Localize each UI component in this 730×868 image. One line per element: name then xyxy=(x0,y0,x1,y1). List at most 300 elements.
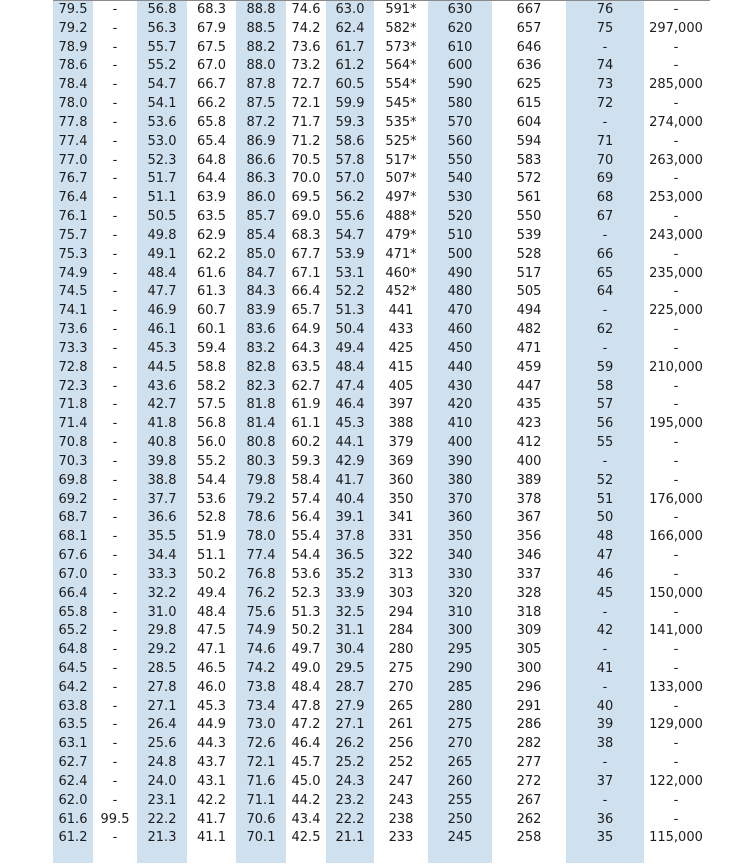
table-cell: - xyxy=(112,171,118,187)
table-cell: - xyxy=(112,322,118,338)
table-cell: 74.5 xyxy=(58,284,88,300)
table-cell: 47.8 xyxy=(291,698,321,714)
table-cell: 570 xyxy=(447,114,473,130)
table-cell: 56.8 xyxy=(147,2,177,17)
table-cell: 65.8 xyxy=(58,604,88,620)
table-cell: - xyxy=(112,585,118,601)
table-cell: 87.5 xyxy=(246,96,276,112)
table-cell: - xyxy=(112,755,118,771)
table-cell: 452* xyxy=(385,284,417,300)
table-cell: - xyxy=(602,642,608,658)
table-cell: - xyxy=(112,77,118,93)
table-cell: 415 xyxy=(388,359,414,375)
table-cell: 35 xyxy=(596,830,614,846)
table-cell: 29.8 xyxy=(147,623,177,639)
table-cell: 29.2 xyxy=(147,642,177,658)
table-cell: 64.9 xyxy=(291,322,321,338)
table-cell: 73.0 xyxy=(246,717,276,733)
table-cell: 47 xyxy=(596,548,614,564)
table-cell: 560 xyxy=(447,133,473,149)
table-cell: - xyxy=(602,303,608,319)
table-cell: 68.3 xyxy=(197,2,226,17)
table-cell: 67.0 xyxy=(197,58,226,74)
table-cell: 46.5 xyxy=(197,660,226,676)
table-row xyxy=(0,283,730,302)
table-cell: - xyxy=(112,359,118,375)
table-cell: - xyxy=(673,58,679,74)
table-cell: - xyxy=(112,736,118,752)
table-cell: 64 xyxy=(596,284,614,300)
table-cell: 285,000 xyxy=(649,77,703,93)
table-cell: 74.9 xyxy=(58,265,88,281)
table-cell: 318 xyxy=(516,604,542,620)
table-cell: 50 xyxy=(596,510,614,526)
table-cell: 564* xyxy=(385,58,417,74)
table-cell: 78.6 xyxy=(246,510,276,526)
table-cell: 58.8 xyxy=(197,359,226,375)
table-cell: 81.4 xyxy=(246,416,276,432)
table-cell: 74 xyxy=(596,58,614,74)
table-cell: 82.8 xyxy=(246,359,276,375)
table-cell: 505 xyxy=(516,284,542,300)
table-cell: 141,000 xyxy=(649,623,703,639)
table-cell: 291 xyxy=(516,698,542,714)
table-cell: 74.9 xyxy=(246,623,276,639)
table-cell: 482 xyxy=(516,322,542,338)
table-cell: 67.0 xyxy=(58,566,88,582)
table-cell: 21.1 xyxy=(335,830,365,846)
table-cell: 300 xyxy=(516,660,542,676)
table-cell: 510 xyxy=(447,227,473,243)
table-cell: 210,000 xyxy=(649,359,703,375)
table-row xyxy=(0,792,730,811)
table-cell: 309 xyxy=(516,623,542,639)
table-cell: 66.4 xyxy=(58,585,88,601)
table-cell: 630 xyxy=(447,2,473,17)
table-cell: 72.3 xyxy=(58,378,88,394)
table-cell: 28.7 xyxy=(335,679,365,695)
table-cell: 270 xyxy=(388,679,414,695)
table-cell: - xyxy=(112,660,118,676)
table-cell: 34.4 xyxy=(147,548,177,564)
table-cell: 52.3 xyxy=(291,585,321,601)
table-cell: 70.3 xyxy=(58,453,88,469)
table-cell: 86.6 xyxy=(246,152,276,168)
table-cell: 64.4 xyxy=(197,171,226,187)
table-cell: 51.7 xyxy=(147,171,177,187)
table-cell: - xyxy=(112,548,118,564)
table-cell: 36.6 xyxy=(147,510,177,526)
table-cell: 46.1 xyxy=(147,322,177,338)
table-cell: 328 xyxy=(516,585,542,601)
table-cell: 45.7 xyxy=(291,755,321,771)
table-cell: - xyxy=(112,96,118,112)
table-cell: 57 xyxy=(596,397,614,413)
table-cell: 64.2 xyxy=(58,679,88,695)
table-cell: - xyxy=(602,453,608,469)
table-row xyxy=(0,773,730,792)
table-cell: 64.5 xyxy=(58,660,88,676)
table-cell: 88.5 xyxy=(246,20,276,36)
table-row xyxy=(0,641,730,660)
table-cell: 620 xyxy=(447,20,473,36)
table-cell: 517* xyxy=(385,152,417,168)
table-cell: 195,000 xyxy=(649,416,703,432)
table-cell: 360 xyxy=(388,472,414,488)
table-cell: 25.6 xyxy=(147,736,177,752)
table-row xyxy=(0,679,730,698)
table-cell: 290 xyxy=(447,660,473,676)
table-cell: 65.7 xyxy=(291,303,321,319)
table-cell: 72.1 xyxy=(291,96,321,112)
table-cell: 75 xyxy=(596,20,614,36)
table-cell: 400 xyxy=(516,453,542,469)
table-cell: 74.6 xyxy=(246,642,276,658)
table-cell: - xyxy=(112,133,118,149)
table-row xyxy=(0,378,730,397)
table-cell: 66.4 xyxy=(291,284,321,300)
table-cell: 77.4 xyxy=(246,548,276,564)
table-cell: 23.1 xyxy=(147,792,177,808)
table-cell: 56.0 xyxy=(197,435,226,451)
table-cell: 35.5 xyxy=(147,529,177,545)
table-cell: 405 xyxy=(388,378,414,394)
table-cell: - xyxy=(112,246,118,262)
table-cell: - xyxy=(602,792,608,808)
table-cell: 243,000 xyxy=(649,227,703,243)
table-row xyxy=(0,114,730,133)
table-cell: 77.8 xyxy=(58,114,88,130)
table-cell: 54.7 xyxy=(335,227,365,243)
table-cell: 65.2 xyxy=(58,623,88,639)
table-cell: 31.1 xyxy=(335,623,365,639)
table-cell: 51.3 xyxy=(291,604,321,620)
table-cell: - xyxy=(602,755,608,771)
table-cell: 70.5 xyxy=(291,152,321,168)
table-cell: 47.1 xyxy=(197,642,226,658)
table-cell: - xyxy=(673,736,679,752)
table-cell: 447 xyxy=(516,378,542,394)
table-cell: 76 xyxy=(596,2,614,17)
table-cell: 56 xyxy=(596,416,614,432)
table-cell: 535* xyxy=(385,114,417,130)
table-cell: 356 xyxy=(516,529,542,545)
table-cell: 67.9 xyxy=(197,20,226,36)
table-cell: - xyxy=(112,472,118,488)
table-cell: 44.3 xyxy=(197,736,226,752)
table-cell: - xyxy=(112,397,118,413)
table-cell: 61.1 xyxy=(291,416,321,432)
table-cell: 45.3 xyxy=(197,698,226,714)
table-cell: 420 xyxy=(447,397,473,413)
table-cell: - xyxy=(112,679,118,695)
table-cell: 28.5 xyxy=(147,660,177,676)
table-row xyxy=(0,509,730,528)
table-cell: 497* xyxy=(385,190,417,206)
table-cell: 88.0 xyxy=(246,58,276,74)
table-cell: 263,000 xyxy=(649,152,703,168)
table-cell: 62 xyxy=(596,322,614,338)
table-cell: 61.6 xyxy=(58,811,88,827)
table-cell: - xyxy=(602,604,608,620)
table-cell: 86.0 xyxy=(246,190,276,206)
table-cell: 412 xyxy=(516,435,542,451)
table-cell: 52 xyxy=(596,472,614,488)
table-cell: 84.7 xyxy=(246,265,276,281)
table-cell: 82.3 xyxy=(246,378,276,394)
table-cell: 75.6 xyxy=(246,604,276,620)
table-cell: 64.3 xyxy=(291,340,321,356)
table-cell: 490 xyxy=(447,265,473,281)
table-cell: 27.1 xyxy=(335,717,365,733)
table-row xyxy=(0,622,730,641)
table-cell: 528 xyxy=(516,246,542,262)
table-cell: 79.2 xyxy=(58,20,88,36)
table-cell: 59.3 xyxy=(291,453,321,469)
table-cell: 471* xyxy=(385,246,417,262)
table-cell: 615 xyxy=(516,96,542,112)
table-cell: 380 xyxy=(447,472,473,488)
table-cell: 71 xyxy=(596,133,614,149)
table-cell: 494 xyxy=(516,303,542,319)
table-cell: 389 xyxy=(516,472,542,488)
table-cell: 540 xyxy=(447,171,473,187)
table-cell: 265 xyxy=(388,698,414,714)
table-cell: 60.5 xyxy=(335,77,365,93)
table-cell: - xyxy=(112,435,118,451)
table-row xyxy=(0,189,730,208)
table-cell: 300 xyxy=(447,623,473,639)
table-cell: 545* xyxy=(385,96,417,112)
table-cell: - xyxy=(673,96,679,112)
table-row xyxy=(0,811,730,830)
table-cell: 54.4 xyxy=(291,548,321,564)
table-cell: 71.8 xyxy=(58,397,88,413)
table-cell: 53.0 xyxy=(147,133,177,149)
table-cell: - xyxy=(112,642,118,658)
table-cell: - xyxy=(112,39,118,55)
table-cell: 51.1 xyxy=(197,548,226,564)
table-cell: 636 xyxy=(516,58,542,74)
table-cell: 610 xyxy=(447,39,473,55)
table-cell: 646 xyxy=(516,39,542,55)
table-cell: 39 xyxy=(596,717,614,733)
table-cell: 55.6 xyxy=(335,209,365,225)
table-cell: 73.6 xyxy=(291,39,321,55)
table-cell: 78.0 xyxy=(58,96,88,112)
table-cell: 58.4 xyxy=(291,472,321,488)
table-cell: 76.4 xyxy=(58,190,88,206)
table-cell: - xyxy=(673,566,679,582)
table-cell: 49.4 xyxy=(197,585,226,601)
table-cell: - xyxy=(673,642,679,658)
table-cell: - xyxy=(673,755,679,771)
table-cell: - xyxy=(112,303,118,319)
table-cell: 37.7 xyxy=(147,491,177,507)
table-cell: 70.1 xyxy=(246,830,276,846)
table-cell: 27.1 xyxy=(147,698,177,714)
table-cell: 57.4 xyxy=(291,491,321,507)
table-cell: 62.0 xyxy=(58,792,88,808)
table-cell: - xyxy=(673,811,679,827)
table-cell: 85.7 xyxy=(246,209,276,225)
table-cell: - xyxy=(112,20,118,36)
table-cell: 71.2 xyxy=(291,133,321,149)
table-cell: 260 xyxy=(447,773,473,789)
table-cell: 282 xyxy=(516,736,542,752)
table-cell: 44.2 xyxy=(291,792,321,808)
table-cell: 75.3 xyxy=(58,246,88,262)
table-cell: 44.9 xyxy=(197,717,226,733)
table-cell: 60.2 xyxy=(291,435,321,451)
table-cell: 84.3 xyxy=(246,284,276,300)
table-cell: - xyxy=(112,698,118,714)
table-cell: 129,000 xyxy=(649,717,703,733)
table-cell: 51.3 xyxy=(335,303,365,319)
table-cell: 40.4 xyxy=(335,491,365,507)
table-cell: 480 xyxy=(447,284,473,300)
table-cell: 50.4 xyxy=(335,322,365,338)
table-cell: 99.5 xyxy=(100,811,130,827)
table-cell: 54.7 xyxy=(147,77,177,93)
table-cell: 350 xyxy=(388,491,414,507)
table-cell: 72.1 xyxy=(246,755,276,771)
table-cell: 460* xyxy=(385,265,417,281)
table-row xyxy=(0,57,730,76)
table-cell: 56.3 xyxy=(147,20,177,36)
table-cell: 87.8 xyxy=(246,77,276,93)
table-cell: 80.3 xyxy=(246,453,276,469)
table-cell: - xyxy=(112,491,118,507)
table-cell: - xyxy=(112,340,118,356)
table-cell: 63.8 xyxy=(58,698,88,714)
table-cell: 625 xyxy=(516,77,542,93)
table-cell: 65.8 xyxy=(197,114,226,130)
table-cell: 54.1 xyxy=(147,96,177,112)
table-cell: 24.8 xyxy=(147,755,177,771)
table-cell: 51 xyxy=(596,491,614,507)
table-cell: 46.9 xyxy=(147,303,177,319)
table-cell: 233 xyxy=(388,830,414,846)
table-cell: 65 xyxy=(596,265,614,281)
table-cell: 72.8 xyxy=(58,359,88,375)
table-cell: - xyxy=(602,679,608,695)
table-cell: 48.4 xyxy=(335,359,365,375)
table-cell: - xyxy=(112,623,118,639)
table-cell: - xyxy=(112,378,118,394)
table-cell: - xyxy=(112,529,118,545)
table-cell: 47.5 xyxy=(197,623,226,639)
table-cell: 71.1 xyxy=(246,792,276,808)
table-cell: 517 xyxy=(516,265,542,281)
table-cell: 23.2 xyxy=(335,792,365,808)
table-cell: 346 xyxy=(516,548,542,564)
table-cell: 76.1 xyxy=(58,209,88,225)
table-cell: - xyxy=(112,58,118,74)
table-cell: 400 xyxy=(447,435,473,451)
table-cell: 49.8 xyxy=(147,227,177,243)
table-cell: 56.4 xyxy=(291,510,321,526)
table-cell: 46.0 xyxy=(197,679,226,695)
table-cell: 64.8 xyxy=(58,642,88,658)
table-cell: 69.5 xyxy=(291,190,321,206)
table-cell: 58 xyxy=(596,378,614,394)
table-cell: 77.4 xyxy=(58,133,88,149)
table-cell: 71.6 xyxy=(246,773,276,789)
table-cell: 51.1 xyxy=(147,190,177,206)
table-cell: 51.9 xyxy=(197,529,226,545)
table-cell: 32.5 xyxy=(335,604,365,620)
table-cell: - xyxy=(112,830,118,846)
table-cell: 378 xyxy=(516,491,542,507)
table-cell: 360 xyxy=(447,510,473,526)
table-cell: 71.4 xyxy=(58,416,88,432)
table-cell: 57.8 xyxy=(335,152,365,168)
table-cell: 45.3 xyxy=(335,416,365,432)
table-cell: 26.2 xyxy=(335,736,365,752)
table-cell: 62.9 xyxy=(197,227,226,243)
table-cell: 70.0 xyxy=(291,171,321,187)
table-row xyxy=(0,585,730,604)
table-cell: 176,000 xyxy=(649,491,703,507)
table-cell: 430 xyxy=(447,378,473,394)
table-cell: 280 xyxy=(388,642,414,658)
table-cell: 86.9 xyxy=(246,133,276,149)
table-row xyxy=(0,754,730,773)
table-cell: 79.8 xyxy=(246,472,276,488)
table-cell: 275 xyxy=(388,660,414,676)
table-cell: 36 xyxy=(596,811,614,827)
table-cell: - xyxy=(112,717,118,733)
table-cell: 274,000 xyxy=(649,114,703,130)
table-row xyxy=(0,434,730,453)
table-cell: 76.7 xyxy=(58,171,88,187)
table-cell: 367 xyxy=(516,510,542,526)
table-cell: 63.5 xyxy=(58,717,88,733)
table-cell: 79.2 xyxy=(246,491,276,507)
table-row xyxy=(0,698,730,717)
table-cell: 76.2 xyxy=(246,585,276,601)
table-cell: - xyxy=(673,340,679,356)
table-cell: 561 xyxy=(516,190,542,206)
table-cell: 55.2 xyxy=(197,453,226,469)
table-cell: 265 xyxy=(447,755,473,771)
table-cell: 65.4 xyxy=(197,133,226,149)
table-cell: 61.7 xyxy=(335,39,365,55)
table-row xyxy=(0,39,730,58)
table-cell: 69 xyxy=(596,171,614,187)
table-cell: - xyxy=(673,548,679,564)
table-cell: 46 xyxy=(596,566,614,582)
table-cell: 554* xyxy=(385,77,417,93)
table-cell: 38.8 xyxy=(147,472,177,488)
table-row xyxy=(0,170,730,189)
table-cell: 61.3 xyxy=(197,284,226,300)
table-cell: 272 xyxy=(516,773,542,789)
table-cell: 53.1 xyxy=(335,265,365,281)
table-cell: 72 xyxy=(596,96,614,112)
table-cell: - xyxy=(112,284,118,300)
table-cell: 26.4 xyxy=(147,717,177,733)
table-row xyxy=(0,528,730,547)
table-cell: 31.0 xyxy=(147,604,177,620)
table-row xyxy=(0,20,730,39)
table-row xyxy=(0,246,730,265)
table-cell: 70 xyxy=(596,152,614,168)
table-cell: 36.5 xyxy=(335,548,365,564)
table-cell: 27.9 xyxy=(335,698,365,714)
table-cell: - xyxy=(673,660,679,676)
